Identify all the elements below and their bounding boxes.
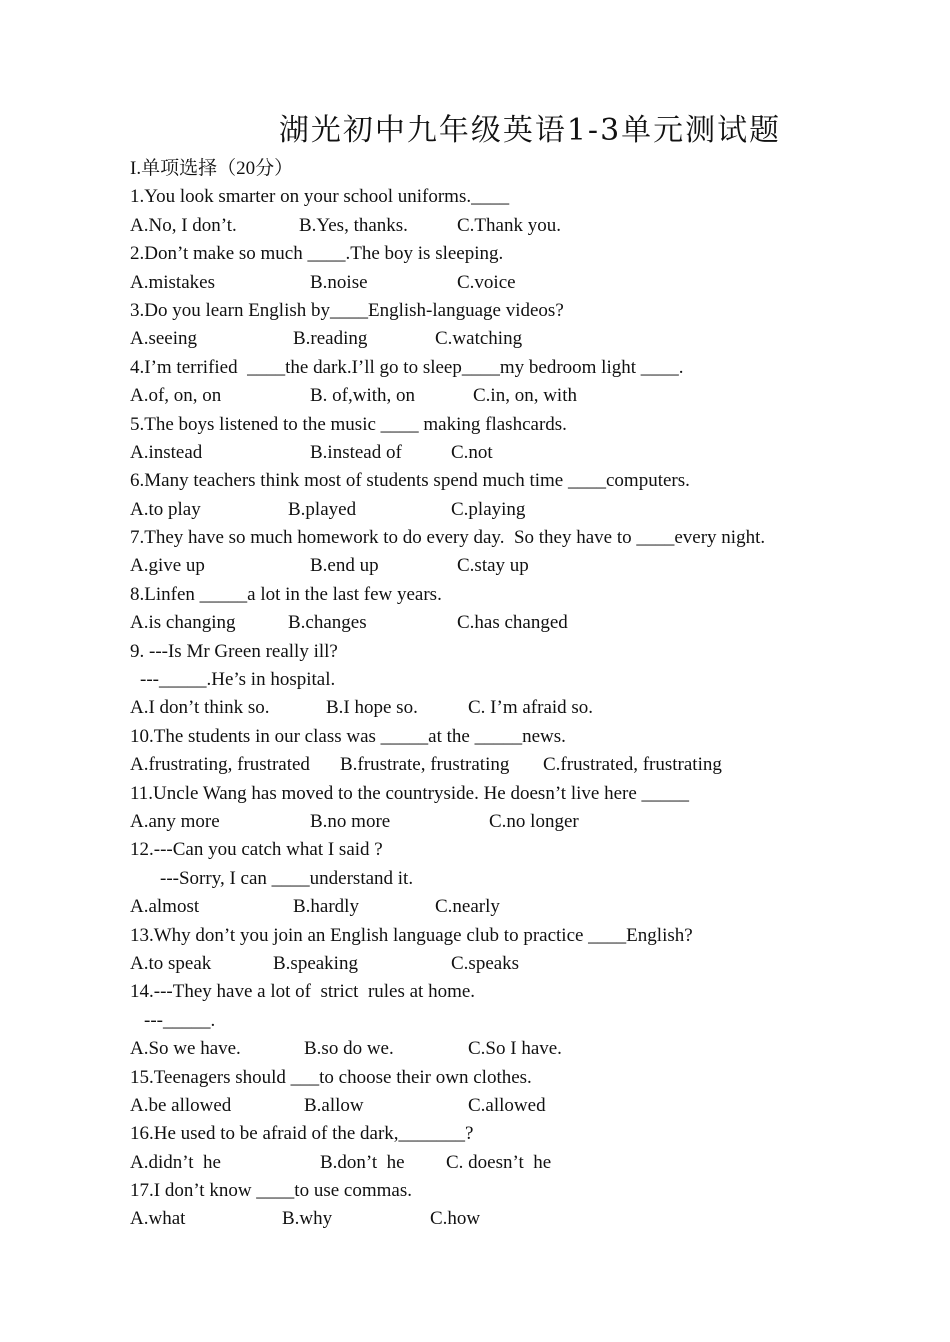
option-b: B.so do we. [304,1038,394,1060]
option-b: B.I hope so. [326,697,418,719]
option-b: B.no more [310,810,391,832]
question-10: 10.The students in our class was _____at the _____news. [130,725,566,747]
option-b: B.end up [310,555,379,577]
question-4: 4.I’m terrified ____the dark.I’ll go to sleep____my bedroom light ____. [130,356,684,378]
question-8: 8.Linfen _____a lot in the last few years. [130,583,442,605]
option-b: B.don’t he [320,1151,405,1173]
question-16: 16.He used to be afraid of the dark,_______? [130,1123,474,1145]
question-11: 11.Uncle Wang has moved to the countryside. He doesn’t live here _____ [130,782,690,804]
question-9-response: ---_____.He’s in hospital. [140,669,336,691]
option-c: C.speaks [451,952,520,974]
option-b: B.hardly [293,896,359,918]
option-a: A.is changing [130,612,236,634]
question-7: 7.They have so much homework to do every day. So they have to ____every night. [130,527,766,549]
option-c: C.how [430,1208,481,1230]
option-c: C.watching [435,328,523,350]
options-10 [130,751,930,779]
options-14 [130,1035,930,1063]
option-b: B. of,with, on [310,385,416,407]
option-c: C. I’m afraid so. [468,697,594,719]
option-b: B.played [288,498,357,520]
question-17: 17.I don’t know ____to use commas. [130,1180,412,1202]
option-b: B.noise [310,271,368,293]
option-c: C.playing [451,498,526,520]
option-b: B.allow [304,1094,364,1116]
options-3 [130,325,930,353]
option-a: A.what [130,1208,186,1230]
page-title: 湖光初中九年级英语1-3单元测试题 [278,113,782,148]
option-a: A.to play [130,498,201,520]
options-17 [130,1205,930,1233]
options-12 [130,893,930,921]
option-b: B.speaking [273,952,358,974]
question-12: 12.---Can you catch what I said ? [130,839,383,861]
option-b: B.changes [288,612,367,634]
options-5 [130,439,930,467]
question-13: 13.Why don’t you join an English language club to practice ____English? [130,924,693,946]
option-a: A.frustrating, frustrated [130,754,310,776]
option-c: C.no longer [489,810,579,832]
option-a: A.instead [130,441,203,463]
question-12-response: ---Sorry, I can ____understand it. [160,867,414,889]
option-a: A.give up [130,555,205,577]
options-7 [130,552,930,580]
options-11 [130,808,930,836]
options-4 [130,382,930,410]
option-a: A.seeing [130,328,198,350]
option-b: B.Yes, thanks. [299,214,408,236]
question-list [130,155,930,1234]
option-a: A.any more [130,810,220,832]
option-c: C.not [451,441,493,463]
options-1 [130,212,930,240]
question-14: 14.---They have a lot of strict rules at home. [130,981,476,1003]
option-a: A.to speak [130,952,212,974]
option-a: A.of, on, on [130,385,222,407]
option-c: C.frustrated, frustrating [543,754,722,776]
option-c: C.has changed [457,612,568,634]
option-a: A.didn’t he [130,1151,221,1173]
option-c: C. doesn’t he [446,1151,552,1173]
options-6 [130,496,930,524]
question-5: 5.The boys listened to the music ____ making flashcards. [130,413,567,435]
option-c: C.nearly [435,896,500,918]
option-c: C.stay up [457,555,529,577]
options-13 [130,950,930,978]
options-16 [130,1149,930,1177]
option-b: B.instead of [310,441,402,463]
section-heading: I.单项选择（20分） [130,158,294,179]
question-2: 2.Don’t make so much ____.The boy is sleeping. [130,243,504,265]
option-c: C.Thank you. [457,214,561,236]
option-b: B.reading [293,328,368,350]
question-1: 1.You look smarter on your school uniforms.____ [130,186,510,208]
options-8 [130,609,930,637]
option-a: A.mistakes [130,271,215,293]
option-a: A.I don’t think so. [130,697,270,719]
option-c: C.So I have. [468,1038,562,1060]
option-a: A.So we have. [130,1038,241,1060]
option-a: A.be allowed [130,1094,232,1116]
options-15 [130,1092,930,1120]
option-a: A.No, I don’t. [130,214,237,236]
option-c: C.voice [457,271,516,293]
option-a: A.almost [130,896,200,918]
question-15: 15.Teenagers should ___to choose their own clothes. [130,1066,532,1088]
option-b: B.frustrate, frustrating [340,754,510,776]
option-c: C.in, on, with [473,385,577,407]
options-2 [130,269,930,297]
question-14-response: ---_____. [144,1009,216,1031]
option-c: C.allowed [468,1094,546,1116]
option-b: B.why [282,1208,333,1230]
question-3: 3.Do you learn English by____English-language videos? [130,299,564,321]
question-6: 6.Many teachers think most of students spend much time ____computers. [130,470,690,492]
options-9 [130,694,930,722]
question-9: 9. ---Is Mr Green really ill? [130,640,338,662]
